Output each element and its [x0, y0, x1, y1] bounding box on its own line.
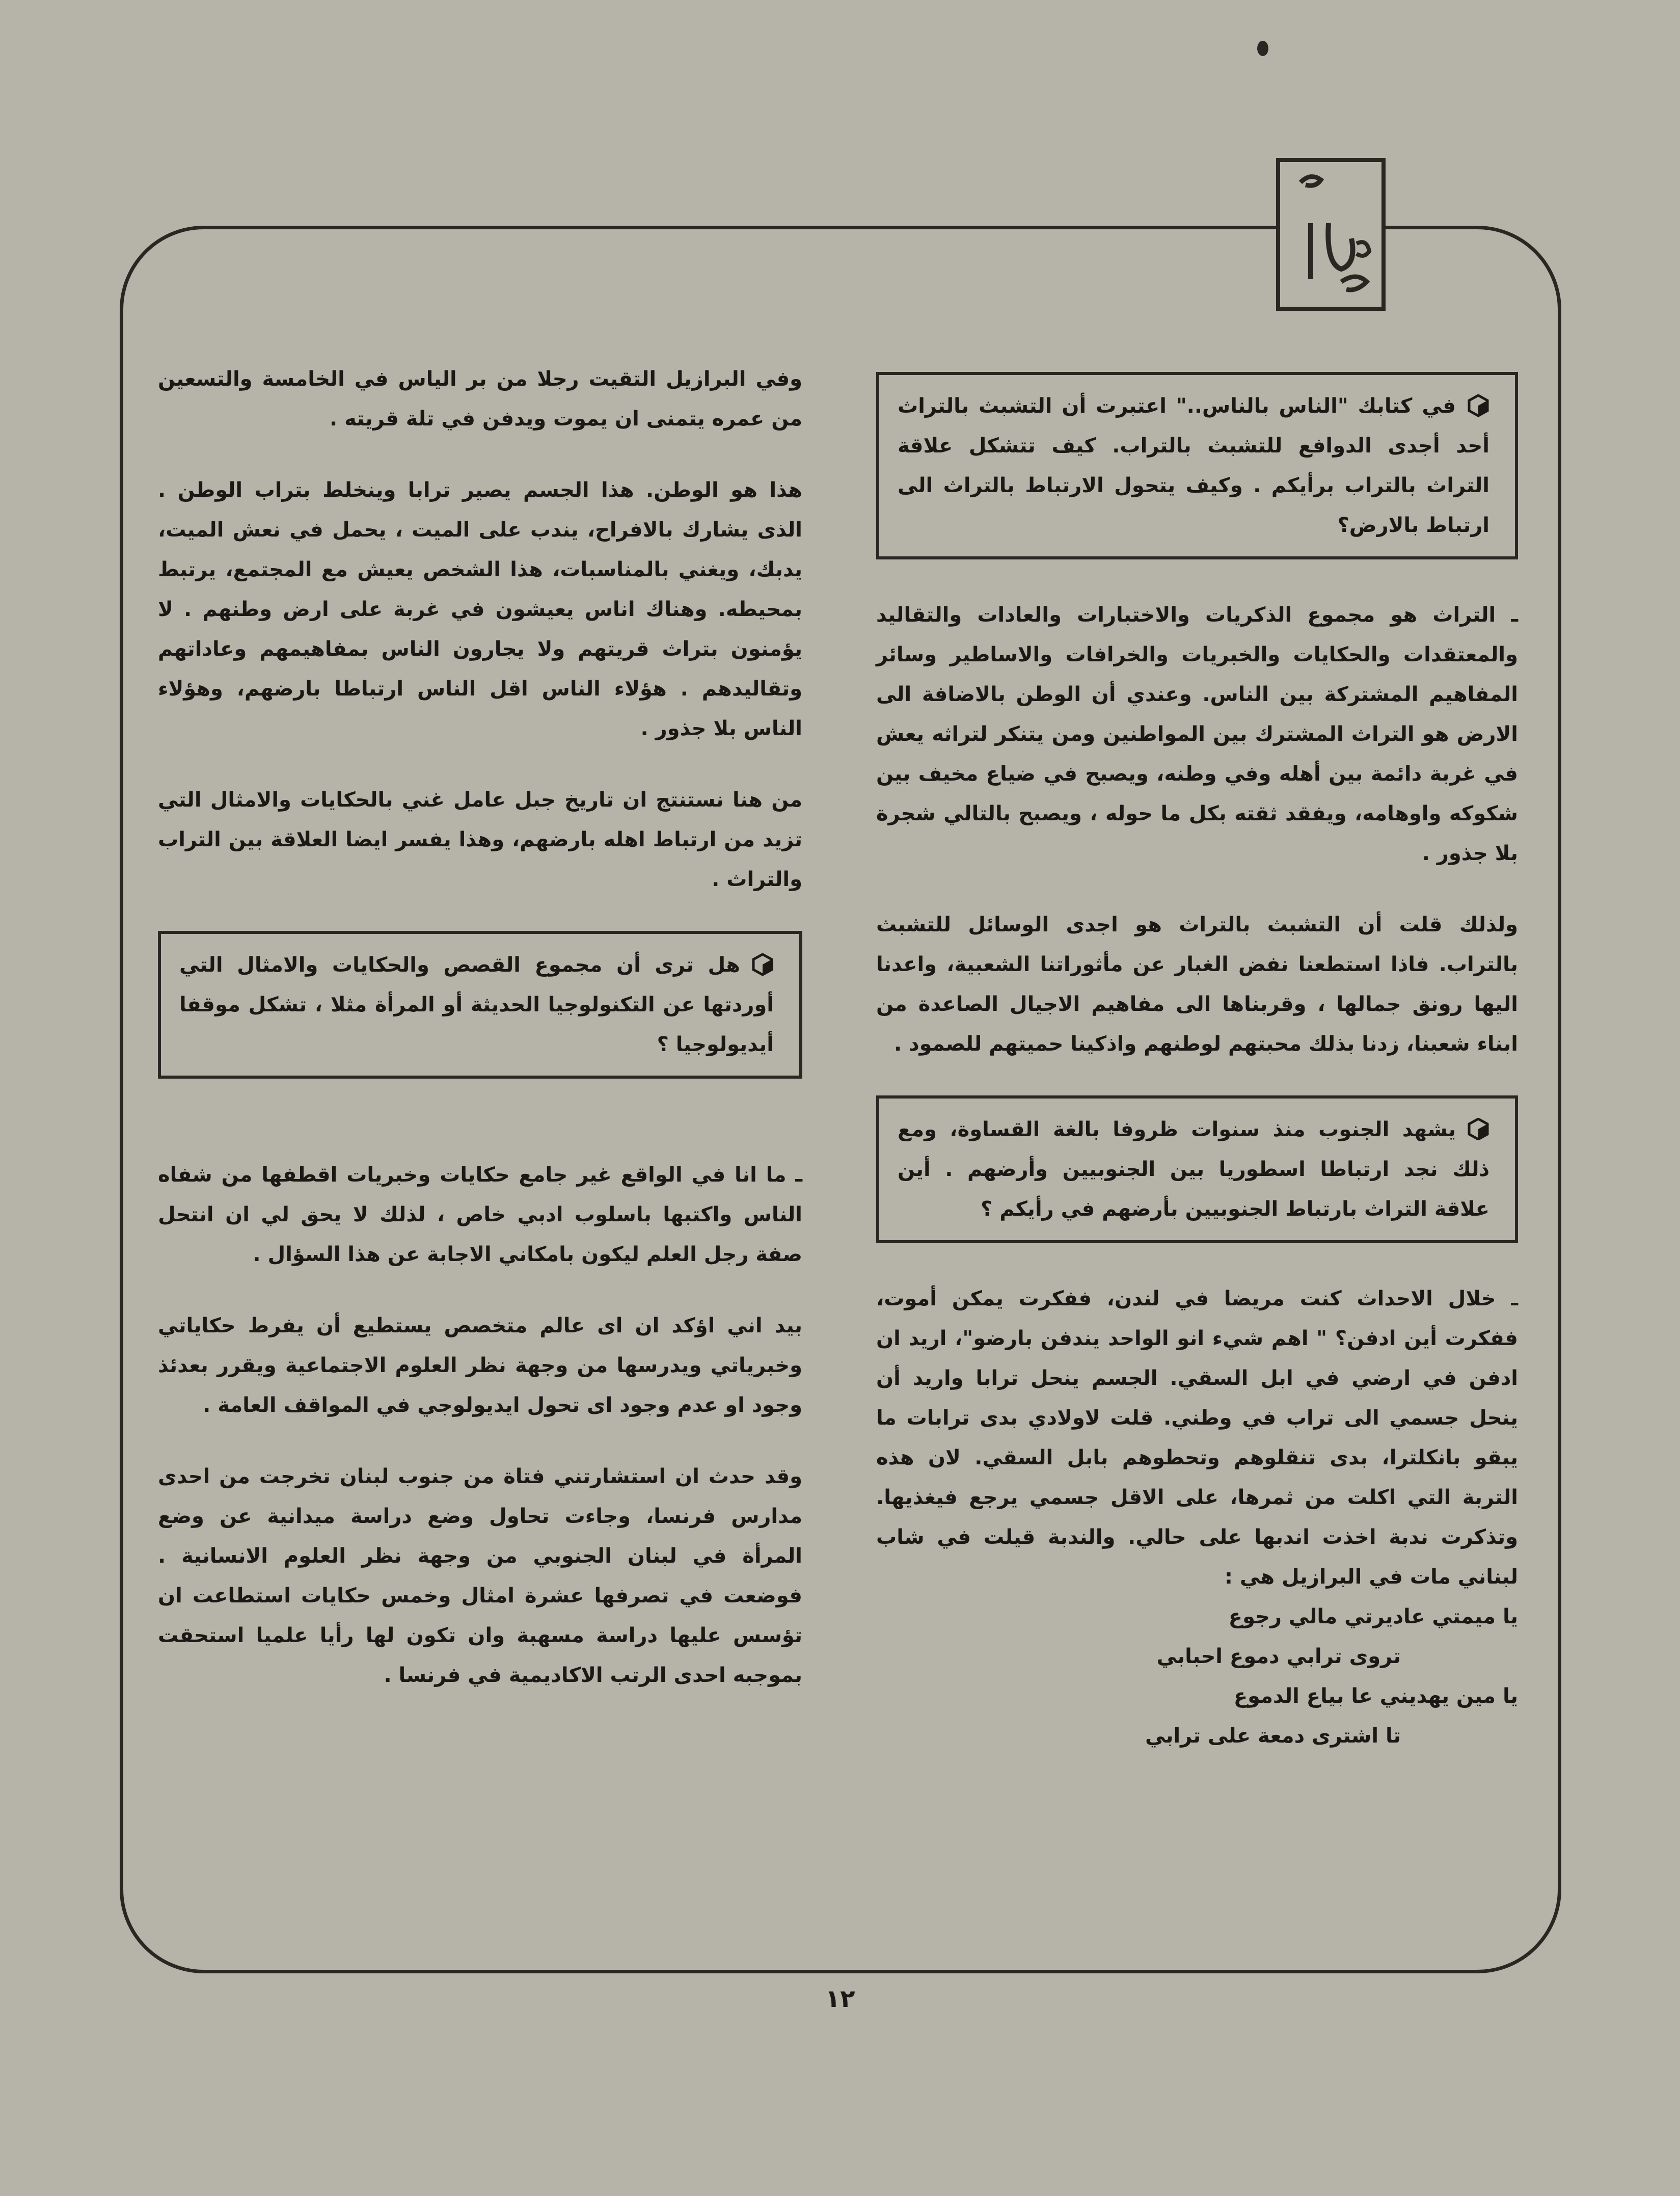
question-box-3 [158, 931, 802, 1079]
right-column [876, 372, 1518, 1756]
left-paragraph-3: من هنا نستنتج ان تاريخ جبل عامل غني بالحكايات والامثال التي تزيد من ارتباط اهله بارضهم، وهذا يفسر ايضا العلاقة بين التراب والتراث . [158, 788, 802, 891]
cube-icon [751, 953, 774, 976]
question-box-1 [876, 372, 1518, 559]
question-1: في كتابك "الناس بالناس.." اعتبرت أن التشبث بالتراث أحد أجدى الدوافع للتشبث بالتراب. كيف تتشكل علاقة التراث بالتراب برأيكم . وكيف يتحول الارتباط بالتراث الى ارتباط بالارض؟ [898, 394, 1489, 537]
answer-3-paragraph-1: ـ ما انا في الواقع غير جامع حكايات وخبريات اقطفها من شفاه الناس واكتبها باسلوب ادبي خاص ، لذلك لا يحق لي ان انتحل صفة رجل العلم ليكون بامكاني الاجابة عن هذا السؤال . [158, 1163, 802, 1266]
question-3: هل ترى أن مجموع القصص والحكايات والامثال التي أوردتها عن التكنولوجيا الحديثة أو المرأة مثلا ، تشكل موقفا أيديولوجيا ؟ [179, 953, 774, 1056]
verse-line-1: يا ميمتي عاديرتي مالي رجوع [1228, 1605, 1518, 1628]
answer-3-paragraph-3: وقد حدث ان استشارتني فتاة من جنوب لبنان تخرجت من احدى مدارس فرنسا، وجاءت تحاول وضع دراسة ميدانية عن وضع المرأة في لبنان الجنوبي من وجهة نظر العلوم الانسانية . فوضعت في تصرفها عشرة امثال وخمس حكايات استطاعت ان تؤسس عليها دراسة مسهبة وان تكون لها رأيا علميا استحقت بموجبه احدى الرتب الاكاديمية في فرنسا . [158, 1465, 802, 1687]
answer-3-paragraph-2: بيد اني اؤكد ان اى عالم متخصص يستطيع أن يفرط حكاياتي وخبرياتي ويدرسها من وجهة نظر العلوم الاجتماعية ويقرر بعدئذ وجود او عدم وجود اى تحول ايديولوجي في المواقف العامة . [158, 1314, 802, 1417]
left-paragraph-2: هذا هو الوطن. هذا الجسم يصير ترابا وينخلط بتراب الوطن . الذى يشارك بالافراح، يندب على الميت ، يحمل في نعش الميت، يدبك، ويغني بالمناسبات، هذا الشخص يعيش مع المجتمع، يرتبط بمحيطه. وهناك اناس يعيشون في غربة على ارض وطنهم . لا يؤمنون بتراث قريتهم ولا يجارون الناس بمفاهيمهم وعاداتهم وتقاليدهم . هؤلاء الناس اقل الناس ارتباطا بارضهم، وهؤلاء الناس بلا جذور . [158, 478, 802, 740]
question-2: يشهد الجنوب منذ سنوات ظروفا بالغة القساوة، ومع ذلك نجد ارتباطا اسطوريا بين الجنوبيين وأرضهم . أين علاقة التراث بارتباط الجنوبيين بأرضهم في رأيكم ؟ [898, 1118, 1489, 1221]
answer-1-paragraph-1: ـ التراث هو مجموع الذكريات والاختبارات والعادات والتقاليد والمعتقدات والحكايات والخبريات والخرافات والاساطير وسائر المفاهيم المشتركة بين الناس. وعندي أن الوطن بالاضافة الى الارض هو التراث المشترك بين المواطنين ومن يتنكر لتراثه يعش في غربة دائمة بين أهله وفي وطنه، ويصبح في ضياع مخيف بين شكوكه واوهامه، ويفقد ثقته بكل ما حوله ، ويصبح بالتالي شجرة بلا جذور . [876, 603, 1518, 865]
verse-line-2: تروى ترابي دموع احبابي [1156, 1645, 1401, 1668]
cube-icon [1467, 394, 1489, 417]
section-logo [1276, 158, 1386, 311]
left-paragraph-1: وفي البرازيل التقيت رجلا من بر الياس في الخامسة والتسعين من عمره يتمنى ان يموت ويدفن في تلة قريته . [158, 367, 802, 431]
question-box-2 [876, 1095, 1518, 1243]
verse-line-4: تا اشترى دمعة على ترابي [1145, 1724, 1401, 1748]
answer-2-paragraph-1: ـ خلال الاحداث كنت مريضا في لندن، ففكرت يمكن أموت، ففكرت أين ادفن؟ " اهم شيء انو الواحد يندفن بارضو"، اريد ان ادفن في ارضي في ابل السقي. الجسم ينحل ترابا واريد أن ينحل جسمي الى تراب في وطني. قلت لاولادي بدى ترابات ما يبقو بانكلترا، بدى تنقلوهم وتحطوهم بابل السقي. لان هذه التربة التي اكلت من ثمرها، على الاقل جسمي يرجع فيغذيها. وتذكرت ندبة اخذت اندبها على حالي. والندبة قيلت في شاب لبناني مات في البرازيل هي : [876, 1287, 1518, 1589]
page-number: ١٢ [825, 1985, 855, 2013]
answer-1-paragraph-2: ولذلك قلت أن التشبث بالتراث هو اجدى الوسائل للتشبث بالتراب. فاذا استطعنا نفض الغبار عن مأثوراتنا الشعبية، واعدنا اليها رونق جمالها ، وقربناها الى مفاهيم الاجيال الصاعدة من ابناء شعبنا، زدنا بذلك محبتهم لوطنهم واذكينا حميتهم للصمود . [876, 913, 1518, 1056]
left-column [158, 359, 802, 1727]
verse-line-3: يا مين يهديني عا بياع الدموع [1233, 1684, 1518, 1708]
arai-logo-icon [1280, 162, 1381, 307]
ink-dot [1257, 41, 1268, 56]
cube-icon [1467, 1118, 1489, 1140]
